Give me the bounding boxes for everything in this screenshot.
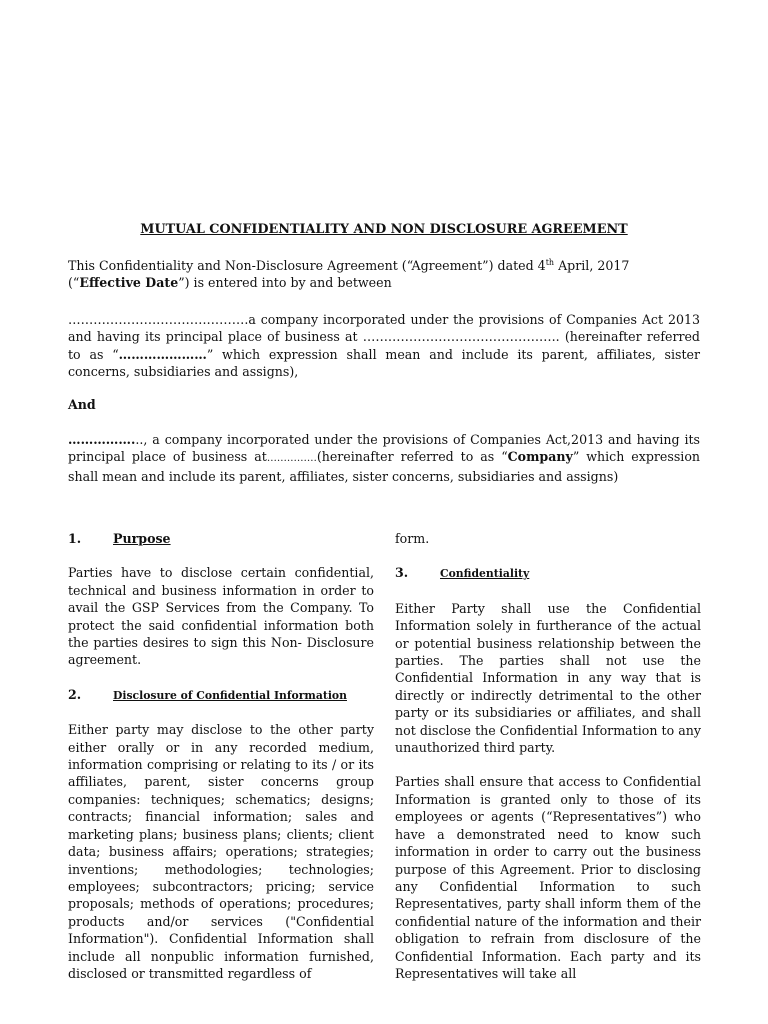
party-text: ” which expression shall mean and include its parent, affiliates, sister concerns, subsidiaries and assigns), <box>68 346 700 380</box>
continuation-text: form. <box>395 531 430 546</box>
intro-text: April, 2017 (“ <box>68 258 630 291</box>
section-1-heading <box>68 530 374 547</box>
party-text: (hereinafter referred to as “ <box>316 449 508 465</box>
section-2-heading <box>68 686 374 704</box>
first-party-paragraph <box>68 311 700 381</box>
blank-dots-bold: ………………… <box>118 346 207 362</box>
blank-dots-bold: ……………. <box>68 432 136 447</box>
left-column <box>68 530 374 982</box>
section-1-body: Parties have to disclose certain confidential, technical and business information in order to avail the GSP Services from the Company. To protect the said confidential information both the parties desires to sign this Non- Disclosure agreement. <box>68 565 374 668</box>
section-title: Disclosure of Confidential Information <box>113 688 347 702</box>
right-column <box>395 530 701 982</box>
blank-dots: …………………………………… <box>68 312 245 327</box>
second-party-paragraph <box>68 431 700 485</box>
section-number: 2. <box>68 686 82 702</box>
company-term: Company <box>507 449 573 465</box>
intro-paragraph <box>68 257 700 292</box>
effective-date-term: Effective Date <box>79 275 179 291</box>
section-2-body: Either party may disclose to the other party either orally or in any recorded medium, information comprising or relating to its / or its affiliates, parent, sister concerns group companies: techniques; schematics; designs; contracts; financial information; sales and marketing plans; business plans; clients; client data; business affairs; operations; strategies; inventions; methodologies; technologies; employees; subcontractors; pricing; service proposals; methods of operations; procedures; products and/or services ("Confidential Information"). Confidential Information shall include all nonpublic information furnished, disclosed or transmitted regardless of <box>68 722 374 981</box>
section-3-body-2: Parties shall ensure that access to Confidential Information is granted only to those of its employees or agents (“Representatives”) who have a demonstrated need to know such information in order to carry out the business purpose of this Agreement. Prior to disclosing any Confidential Information to such Representatives, party shall inform them of the confidential nature of the information and their obligation to refrain from disclosure of the Confidential Information. Each party and its Representatives will take all <box>395 774 701 981</box>
section-number: 3. <box>395 565 409 581</box>
section-title: Purpose <box>113 531 171 546</box>
date-superscript: th <box>545 257 555 267</box>
section-number: 1. <box>68 531 82 546</box>
section-3-body-1: Either Party shall use the Confidential Information solely in furtherance of the actual or potential business relationship between the parties. The parties shall not use the Confidential Information in any way that is directly or indirectly detrimental to the other party or its subsidiaries or affiliates, and shall not disclose the Confidential Information to any unauthorized third party. <box>395 600 701 756</box>
intro-text: ”) is entered into by and between <box>178 275 392 291</box>
party-text: ” which expression shall mean and include its parent, affiliates, sister concerns, subsidiaries and assigns) <box>68 449 701 484</box>
intro-text: This Confidentiality and Non-Disclosure Agreement (“Agreement”) dated 4 <box>68 258 546 273</box>
blank-dots: …………… <box>266 453 317 465</box>
document-title: MUTUAL CONFIDENTIALITY AND NON DISCLOSURE AGREEMENT <box>140 222 628 237</box>
party-text: .a company incorporated under the provisions of Companies Act 2013 and having its principal place of business at ……………………………………….. (hereinafter referred to as “ <box>68 312 700 362</box>
party-text: .., a company incorporated under the provisions of Companies Act,2013 and having its principal place of business at <box>68 432 700 465</box>
section-3-heading <box>395 564 701 582</box>
and-label: And <box>68 397 96 412</box>
section-title: Confidentiality <box>440 567 530 581</box>
